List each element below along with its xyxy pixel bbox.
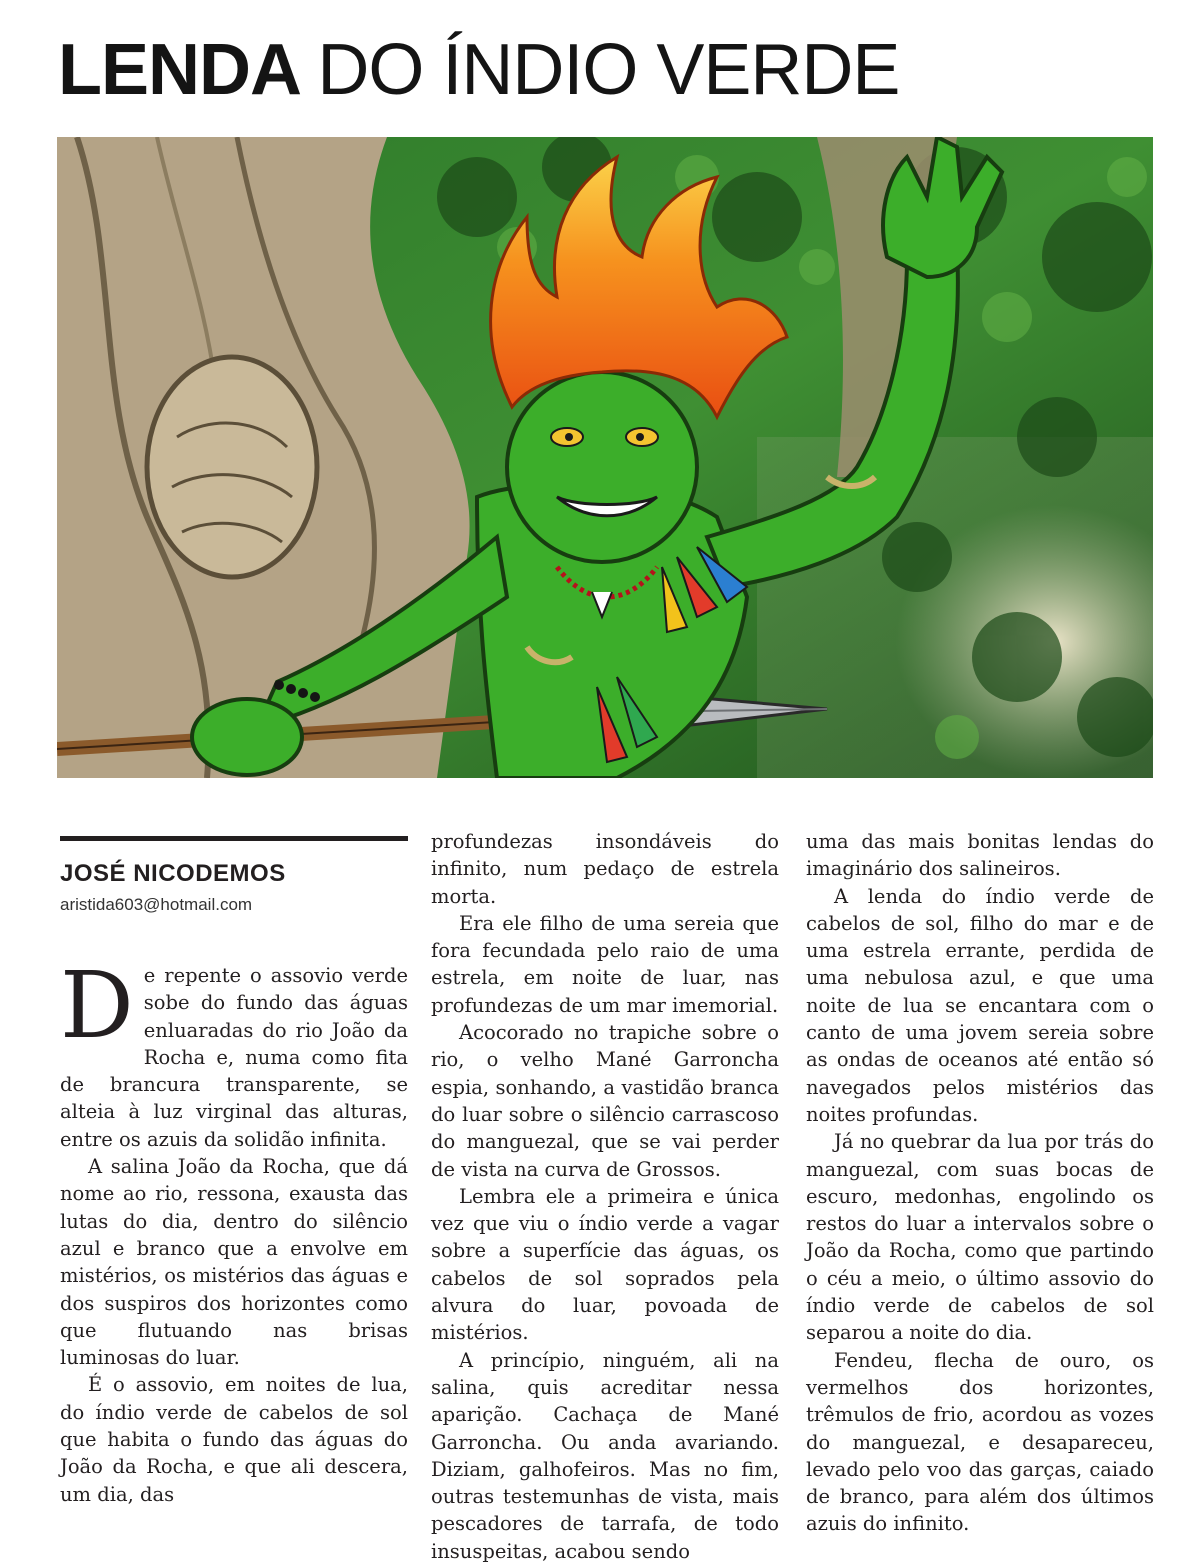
byline-rule: [60, 836, 408, 841]
headline-bold: LENDA: [58, 30, 299, 110]
paragraph-text: e repente o assovio verde sobe do fundo das águas enluaradas do rio João da Rocha e, numa como fita de brancura transparente, se alteia à luz virginal das alturas, entre os azuis da solidão infinita.: [60, 964, 408, 1151]
green-indian-illustration: [57, 137, 1153, 778]
paragraph: Já no quebrar da lua por trás do manguezal, com suas bocas de escuro, medonhas, engolindo os restos do luar a intervalos sobre o João da Rocha, como que partindo o céu a meio, o último assovio do índio verde de cabelos de sol separou a noite do dia.: [806, 1130, 1154, 1345]
paragraph: Fendeu, flecha de ouro, os vermelhos dos horizontes, trêmulos de frio, acordou as vozes do manguezal, e desapareceu, levado pelo voo das garças, caiado de branco, para além dos últimos azuis do infinito.: [806, 1348, 1154, 1536]
paragraph: Lembra ele a primeira e única vez que viu o índio verde a vagar sobre a superfície das águas, os cabelos de sol soprados pela alvura do luar, povoada de mistérios.: [431, 1184, 779, 1345]
dropcap: D: [60, 952, 134, 1059]
author-name: JOSÉ NICODEMOS: [60, 860, 286, 887]
paragraph: uma das mais bonitas lendas do imaginário dos salineiros.: [806, 830, 1154, 881]
paragraph: profundezas insondáveis do infinito, num pedaço de estrela morta.: [431, 830, 779, 908]
article-column-2: [431, 828, 779, 1565]
illustration-svg: [57, 137, 1153, 778]
headline-light: DO ÍNDIO VERDE: [317, 30, 900, 110]
paragraph: A salina João da Rocha, que dá nome ao rio, ressona, exausta das lutas do dia, dentro do silêncio azul e branco que a envolve em mistérios, os mistérios das águas e dos suspiros dos horizontes como que flutuando nas brisas luminosas do luar.: [60, 1155, 408, 1370]
paragraph: Era ele filho de uma sereia que fora fecundada pelo raio de uma estrela, em noite de luar, nas profundezas de um mar imemorial.: [431, 911, 779, 1017]
paragraph: A lenda do índio verde de cabelos de sol, filho do mar e de uma estrela errante, perdida de uma nebulosa azul, e que uma noite de lua se encantara com o canto de uma jovem sereia sobre as ondas de oceanos até então só navegados pelos mistérios das noites profundas.: [806, 884, 1154, 1126]
paragraph: Acocorado no trapiche sobre o rio, o velho Mané Garroncha espia, sonhando, a vastidão branca do luar sobre o silêncio carrascoso do manguezal, que se vai perder de vista na curva de Grossos.: [431, 1021, 779, 1181]
article-column-1: [60, 952, 408, 1508]
article-column-3: [806, 828, 1154, 1538]
paragraph: A princípio, ninguém, ali na salina, quis acreditar nessa aparição. Cachaça de Mané Garroncha. Ou anda avariando. Diziam, galhofeiros. Mas no fim, outras testemunhas de vista, mais pescadores de tarrafa, de todo insuspeitas, acabou sendo: [431, 1348, 779, 1563]
paragraph: É o assovio, em noites de lua, do índio verde de cabelos de sol que habita o fundo das águas do João da Rocha, e que ali descera, um dia, das: [60, 1373, 408, 1506]
author-email[interactable]: aristida603@hotmail.com: [60, 895, 253, 914]
paragraph: [60, 952, 408, 1153]
headline: [58, 30, 899, 110]
